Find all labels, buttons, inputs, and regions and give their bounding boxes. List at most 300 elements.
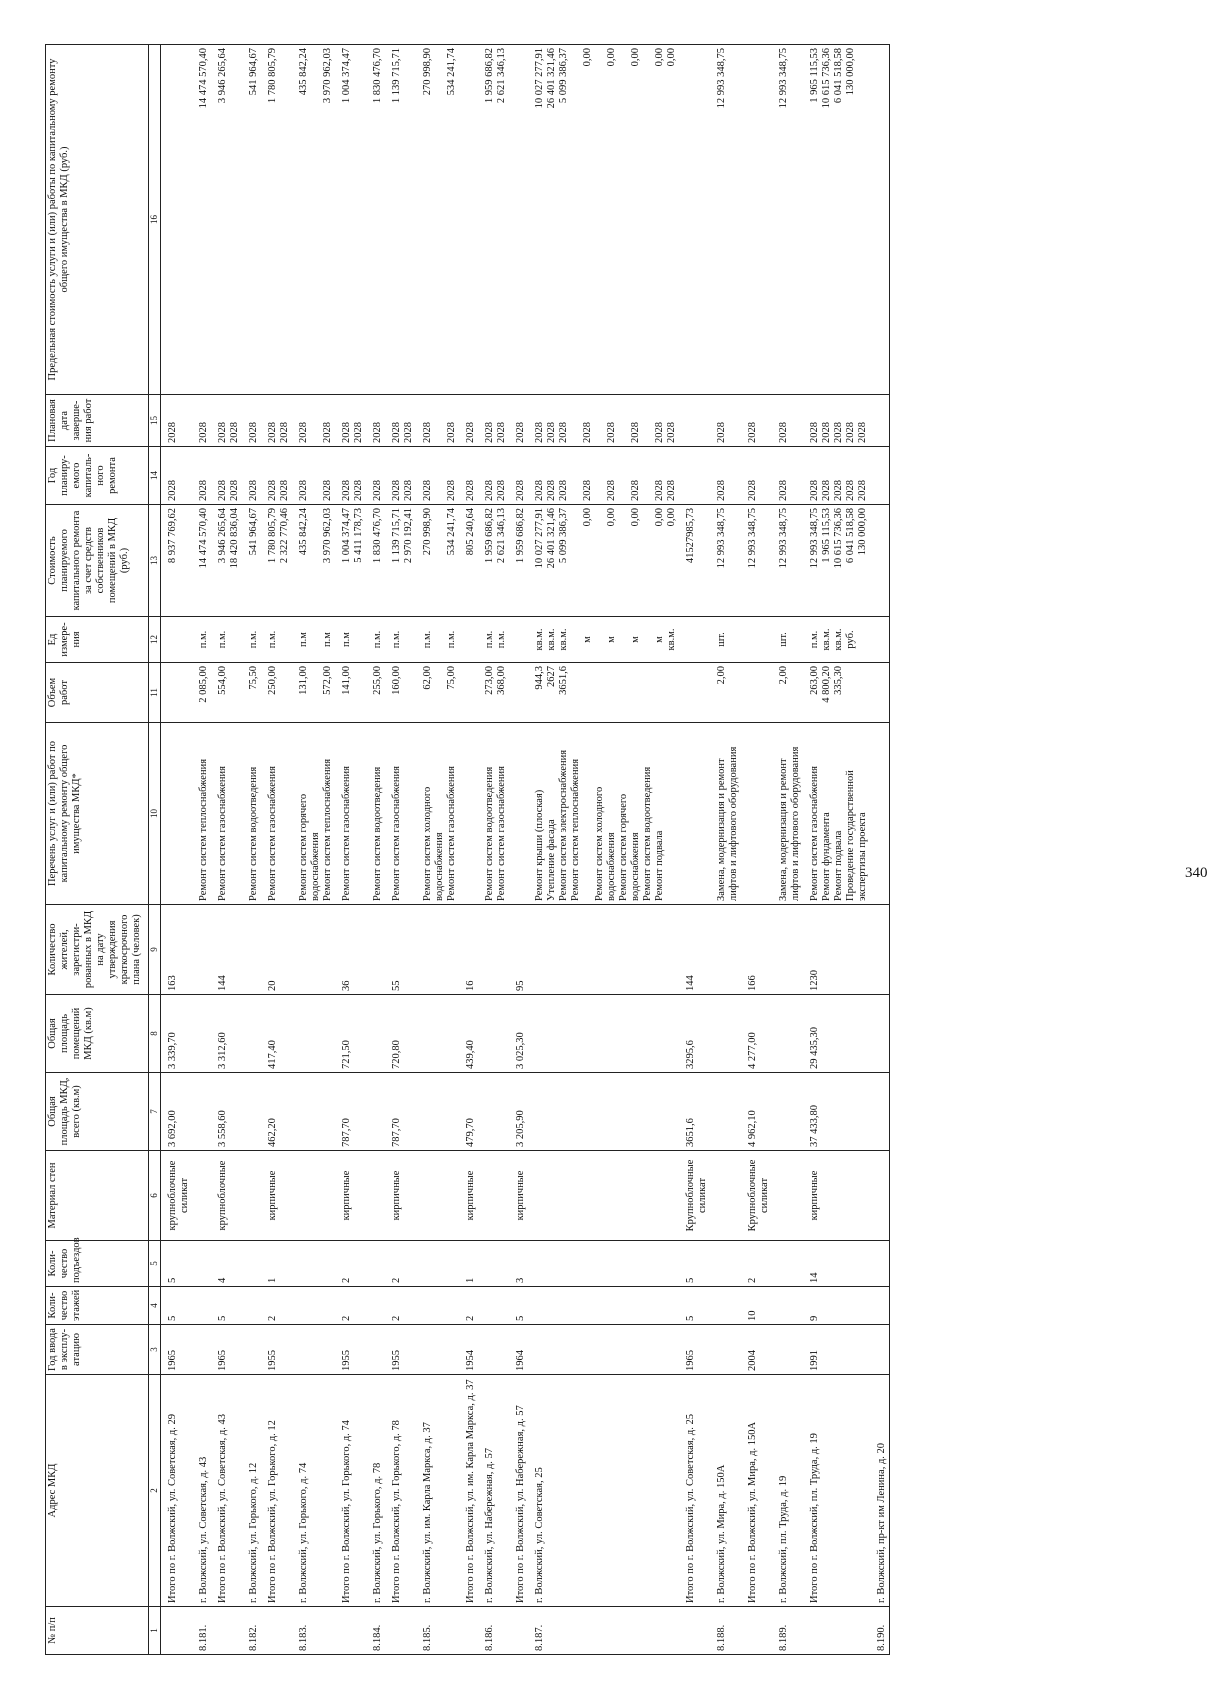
cell-volume: 263,00 4 800,20 335,30 (803, 663, 870, 723)
cell-entrances: 2 (385, 1241, 416, 1287)
cell-finish: 2028 2028 (478, 395, 509, 447)
column-header: Ед измере-ния (46, 617, 149, 663)
cell-unit: п.м. п.м. (478, 617, 509, 663)
cell-limit: 3 946 265,64 (211, 45, 242, 395)
cell-residents (242, 905, 261, 995)
cell-material (710, 1151, 741, 1241)
cell-year: 1955 (335, 1325, 366, 1375)
column-number: 8 (149, 995, 161, 1073)
cell-no (803, 1607, 870, 1655)
cell-material (242, 1151, 261, 1241)
cell-plan-year: 2028 2028 (385, 447, 416, 505)
subtotal-row (803, 45, 870, 1655)
cell-unit: п.м. (261, 617, 292, 663)
column-number-row (149, 45, 161, 1655)
cell-area-rooms: 417,40 (261, 995, 292, 1073)
cell-no: 8.186. (478, 1607, 509, 1655)
cell-residents (416, 905, 459, 995)
cell-plan-year: 2028 (741, 447, 772, 505)
cell-floors (292, 1287, 335, 1325)
cell-limit (870, 45, 890, 395)
cell-works: Ремонт крыши (плоская) Утепление фасада Ремонт систем электроснабжения Ремонт систем теплоснабжения Ремонт систем холодного водоснабжения Ремонт систем горячего водоснабжения Ремонт систем водоотведения Ремонт подвала (528, 723, 679, 905)
cell-works: Замена, модернизация и ремонт лифтов и лифтового оборудования (710, 723, 741, 905)
object-row (772, 45, 803, 1655)
object-row (292, 45, 335, 1655)
cell-residents (366, 905, 385, 995)
cell-volume: 131,00 572,00 (292, 663, 335, 723)
column-number: 16 (149, 45, 161, 395)
column-number: 12 (149, 617, 161, 663)
cell-works: Замена, модернизация и ремонт лифтов и лифтового оборудования (772, 723, 803, 905)
cell-residents: 144 (211, 905, 242, 995)
cell-address: Итого по г. Волжский, ул. Горького, д. 12 (261, 1375, 292, 1607)
cell-area-total: 787,70 (385, 1073, 416, 1151)
cell-no: 8.189. (772, 1607, 803, 1655)
cell-floors (528, 1287, 679, 1325)
column-header: Объем работ (46, 663, 149, 723)
page-number: 340 (1185, 865, 1208, 881)
column-header: Коли-чество этажей (46, 1287, 149, 1325)
cell-residents (772, 905, 803, 995)
cell-area-rooms: 3 025,30 (509, 995, 528, 1073)
cell-works (679, 723, 710, 905)
cell-floors (242, 1287, 261, 1325)
cell-finish: 2028 (772, 395, 803, 447)
cell-area-rooms: 3 312,60 (211, 995, 242, 1073)
column-number: 6 (149, 1151, 161, 1241)
cell-finish: 2028 (192, 395, 211, 447)
cell-area-rooms (416, 995, 459, 1073)
cell-area-rooms (292, 995, 335, 1073)
cell-unit: п.м. (211, 617, 242, 663)
cell-address: г. Волжский, ул. им. Карла Маркса, д. 37 (416, 1375, 459, 1607)
cell-limit: 14 474 570,40 (192, 45, 211, 395)
cell-floors: 5 (161, 1287, 193, 1325)
cell-limit: 1 959 686,82 2 621 346,13 (478, 45, 509, 395)
object-row (416, 45, 459, 1655)
cell-entrances: 2 (335, 1241, 366, 1287)
cell-finish: 2028 (710, 395, 741, 447)
cell-area-total (772, 1073, 803, 1151)
column-number: 11 (149, 663, 161, 723)
cell-no (509, 1607, 528, 1655)
cell-material: крупноблочные силикат (161, 1151, 193, 1241)
cell-area-rooms (242, 995, 261, 1073)
cell-limit: 1 004 374,47 (335, 45, 366, 395)
column-header: № п/п (46, 1607, 149, 1655)
cell-limit: 541 964,67 (242, 45, 261, 395)
cell-residents (192, 905, 211, 995)
cell-no: 8.181. (192, 1607, 211, 1655)
object-row (710, 45, 741, 1655)
cell-plan-year: 2028 2028 (478, 447, 509, 505)
cell-no (679, 1607, 710, 1655)
column-number: 5 (149, 1241, 161, 1287)
cell-material (416, 1151, 459, 1241)
cell-floors (366, 1287, 385, 1325)
cell-material (366, 1151, 385, 1241)
subtotal-row (459, 45, 478, 1655)
cell-residents: 36 (335, 905, 366, 995)
cell-unit (509, 617, 528, 663)
cell-plan-year: 2028 2028 (335, 447, 366, 505)
cell-floors (710, 1287, 741, 1325)
cell-works: Ремонт систем газоснабжения (261, 723, 292, 905)
cell-floors: 10 (741, 1287, 772, 1325)
cell-works: Ремонт систем газоснабжения Ремонт фундамента Ремонт подвала Проведение государственной экспертизы проекта (803, 723, 870, 905)
cell-no (385, 1607, 416, 1655)
cell-entrances: 1 (459, 1241, 478, 1287)
cell-material: кирпичные (459, 1151, 478, 1241)
cell-area-rooms (192, 995, 211, 1073)
cell-address: г. Волжский, пл. Труда, д. 19 (772, 1375, 803, 1607)
table-body (161, 45, 890, 1655)
cell-plan-year: 2028 2028 (292, 447, 335, 505)
cell-address: г. Волжский, ул. Горького, д. 74 (292, 1375, 335, 1607)
cell-address: г. Волжский, ул. Набережная, д. 57 (478, 1375, 509, 1607)
column-number: 10 (149, 723, 161, 905)
cell-entrances (366, 1241, 385, 1287)
cell-limit: 12 993 348,75 (772, 45, 803, 395)
cell-finish: 2028 2028 (416, 395, 459, 447)
cell-plan-year: 2028 (366, 447, 385, 505)
cell-year: 1965 (679, 1325, 710, 1375)
cell-floors (416, 1287, 459, 1325)
column-number: 13 (149, 505, 161, 617)
cell-plan-year: 2028 (772, 447, 803, 505)
cell-finish (679, 395, 710, 447)
cell-limit (161, 45, 193, 395)
column-number: 2 (149, 1375, 161, 1607)
cell-material (292, 1151, 335, 1241)
cell-area-total (870, 1073, 890, 1151)
cell-material: кирпичные (261, 1151, 292, 1241)
cell-volume: 141,00 (335, 663, 366, 723)
column-header: Предельная стоимость услуги и (или) работы по капитальному ремонту общего имущества в МКД (руб.) (46, 45, 149, 395)
cell-floors (192, 1287, 211, 1325)
cell-finish: 2028 (161, 395, 193, 447)
cell-unit (741, 617, 772, 663)
cell-address: Итого по г. Волжский, пл. Труда, д. 19 (803, 1375, 870, 1607)
cell-plan-year: 2028 2028 2028 2028 2028 (803, 447, 870, 505)
cell-works (161, 723, 193, 905)
cell-limit: 1 139 715,71 (385, 45, 416, 395)
cell-address: Итого по г. Волжский, ул. Советская, д. 29 (161, 1375, 193, 1607)
cell-finish (870, 395, 890, 447)
cell-floors: 5 (211, 1287, 242, 1325)
cell-works: Ремонт систем водоотведения Ремонт систем газоснабжения (478, 723, 509, 905)
cell-no (261, 1607, 292, 1655)
cell-unit: шт. (710, 617, 741, 663)
cell-material: кирпичные (803, 1151, 870, 1241)
cell-material: кирпичные (385, 1151, 416, 1241)
cell-entrances (478, 1241, 509, 1287)
cell-works (459, 723, 478, 905)
subtotal-row (741, 45, 772, 1655)
cell-cost: 12 993 348,75 (772, 505, 803, 617)
column-number: 9 (149, 905, 161, 995)
cell-area-total (292, 1073, 335, 1151)
column-header: Адрес МКД (46, 1375, 149, 1607)
cell-works (870, 723, 890, 905)
cell-material (478, 1151, 509, 1241)
cell-volume: 554,00 (211, 663, 242, 723)
cell-area-total: 462,20 (261, 1073, 292, 1151)
cell-works: Ремонт систем горячего водоснабжения Ремонт систем теплоснабжения (292, 723, 335, 905)
cell-area-total: 3 205,90 (509, 1073, 528, 1151)
cell-floors: 2 (261, 1287, 292, 1325)
cell-no: 8.185. (416, 1607, 459, 1655)
cell-entrances: 14 (803, 1241, 870, 1287)
cell-unit: кв.м. кв.м. кв.м. м м м м кв.м. (528, 617, 679, 663)
cell-address: г. Волжский, ул. Советская, д. 43 (192, 1375, 211, 1607)
cell-plan-year: 2028 2028 (211, 447, 242, 505)
cell-address: Итого по г. Волжский, ул. Мира, д. 150А (741, 1375, 772, 1607)
cell-area-rooms (870, 995, 890, 1073)
cell-finish: 2028 (509, 395, 528, 447)
cell-unit: п.м. (192, 617, 211, 663)
cell-no: 8.183. (292, 1607, 335, 1655)
column-header: Стоимость планируемого капитального ремонта за счет средств собственников помещений в МКД (руб.) (46, 505, 149, 617)
cell-limit: 1 830 476,70 (366, 45, 385, 395)
subtotal-row (385, 45, 416, 1655)
cell-limit: 270 998,90 534 241,74 (416, 45, 459, 395)
cell-entrances: 4 (211, 1241, 242, 1287)
cell-material: крупноблочные (211, 1151, 242, 1241)
cell-year (870, 1325, 890, 1375)
cell-entrances: 5 (161, 1241, 193, 1287)
cell-area-total (242, 1073, 261, 1151)
cell-volume: 2,00 (772, 663, 803, 723)
subtotal-row (211, 45, 242, 1655)
cell-cost: 10 027 277,91 26 401 321,46 5 099 386,37 0,00 0,00 0,00 0,00 0,00 (528, 505, 679, 617)
cell-address: Итого по г. Волжский, ул. Горького, д. 78 (385, 1375, 416, 1607)
cell-volume (161, 663, 193, 723)
cell-year: 1954 (459, 1325, 478, 1375)
cell-area-total (478, 1073, 509, 1151)
cell-area-total (366, 1073, 385, 1151)
cell-works: Ремонт систем водоотведения (366, 723, 385, 905)
cell-finish: 2028 2028 2028 2028 2028 2028 2028 2028 (528, 395, 679, 447)
cell-unit: п.м п.м (292, 617, 335, 663)
cell-unit: п.м (335, 617, 366, 663)
cell-limit (679, 45, 710, 395)
column-header: Плановая дата заверше-ния работ (46, 395, 149, 447)
cell-address: Итого по г. Волжский, ул. Горького, д. 74 (335, 1375, 366, 1607)
cell-volume: 160,00 (385, 663, 416, 723)
cell-volume (741, 663, 772, 723)
column-header: Количество жителей, зарегистри-рованных в МКД на дату утверждения краткосрочного плана (человек) (46, 905, 149, 995)
object-row (528, 45, 679, 1655)
cell-volume (679, 663, 710, 723)
cell-works (509, 723, 528, 905)
cell-volume: 2,00 (710, 663, 741, 723)
subtotal-row (335, 45, 366, 1655)
cell-year (478, 1325, 509, 1375)
subtotal-row (161, 45, 193, 1655)
cell-year: 1955 (261, 1325, 292, 1375)
cell-limit (509, 45, 528, 395)
cell-area-total (710, 1073, 741, 1151)
cell-area-rooms: 439,40 (459, 995, 478, 1073)
column-header: Общая площадь МКД, всего (кв.м) (46, 1073, 149, 1151)
cell-year: 1965 (161, 1325, 193, 1375)
cell-residents: 55 (385, 905, 416, 995)
column-header: Год планиру-емого капиталь-ного ремонта (46, 447, 149, 505)
cell-plan-year: 2028 (161, 447, 193, 505)
cell-finish: 2028 2028 (385, 395, 416, 447)
cell-cost: 8 937 769,62 (161, 505, 193, 617)
cell-area-total: 3651,6 (679, 1073, 710, 1151)
cell-plan-year (870, 447, 890, 505)
cell-material: Крупноблочные силикат (741, 1151, 772, 1241)
cell-area-rooms: 3 339,70 (161, 995, 193, 1073)
cell-unit: шт. (772, 617, 803, 663)
cell-limit (459, 45, 478, 395)
cell-unit (459, 617, 478, 663)
cell-residents: 163 (161, 905, 193, 995)
cell-unit (161, 617, 193, 663)
cell-no (161, 1607, 193, 1655)
cell-area-rooms: 721,50 (335, 995, 366, 1073)
cell-finish: 2028 2028 (292, 395, 335, 447)
cell-works: Ремонт систем холодного водоснабжения Ремонт систем газоснабжения (416, 723, 459, 905)
cell-area-total (528, 1073, 679, 1151)
cell-entrances (292, 1241, 335, 1287)
cell-works: Ремонт систем газоснабжения (385, 723, 416, 905)
cell-cost: 41527985,73 (679, 505, 710, 617)
cell-residents (478, 905, 509, 995)
cell-area-total (192, 1073, 211, 1151)
cell-entrances (242, 1241, 261, 1287)
column-number: 3 (149, 1325, 161, 1375)
cell-material: Крупноблочные силикат (679, 1151, 710, 1241)
cell-area-total: 4 962,10 (741, 1073, 772, 1151)
repair-plan-table (45, 44, 890, 1655)
cell-material: кирпичные (509, 1151, 528, 1241)
cell-volume: 273,00 368,00 (478, 663, 509, 723)
cell-cost: 1 780 805,79 2 322 770,46 (261, 505, 292, 617)
cell-plan-year: 2028 (192, 447, 211, 505)
cell-address: г. Волжский, ул. Горького, д. 12 (242, 1375, 261, 1607)
cell-floors: 2 (335, 1287, 366, 1325)
cell-address: Итого по г. Волжский, ул. Советская, д. 43 (211, 1375, 242, 1607)
cell-unit: п.м. (366, 617, 385, 663)
cell-floors (772, 1287, 803, 1325)
cell-unit: п.м. п.м. (416, 617, 459, 663)
cell-residents: 166 (741, 905, 772, 995)
cell-year (772, 1325, 803, 1375)
cell-cost: 270 998,90 534 241,74 (416, 505, 459, 617)
cell-volume (509, 663, 528, 723)
cell-works: Ремонт систем газоснабжения (211, 723, 242, 905)
column-header: Общая площадь помещений МКД (кв.м) (46, 995, 149, 1073)
cell-area-total (416, 1073, 459, 1151)
cell-floors: 5 (509, 1287, 528, 1325)
cell-finish: 2028 (366, 395, 385, 447)
cell-entrances (416, 1241, 459, 1287)
cell-entrances: 2 (741, 1241, 772, 1287)
cell-cost: 541 964,67 (242, 505, 261, 617)
cell-floors: 2 (385, 1287, 416, 1325)
object-row (478, 45, 509, 1655)
cell-year (366, 1325, 385, 1375)
cell-residents (870, 905, 890, 995)
cell-finish: 2028 2028 (335, 395, 366, 447)
cell-area-total: 3 558,60 (211, 1073, 242, 1151)
cell-year: 1955 (385, 1325, 416, 1375)
cell-floors: 5 (679, 1287, 710, 1325)
cell-unit: п.м. (385, 617, 416, 663)
cell-unit (870, 617, 890, 663)
column-header: Перечень услуг и (или) работ по капитальному ремонту общего имущества МКД* (46, 723, 149, 905)
object-row (870, 45, 890, 1655)
cell-area-rooms (528, 995, 679, 1073)
cell-material (192, 1151, 211, 1241)
cell-address: г. Волжский, ул. Советская, 25 (528, 1375, 679, 1607)
cell-address: г. Волжский, ул. Горького, д. 78 (366, 1375, 385, 1607)
cell-no: 8.190. (870, 1607, 890, 1655)
cell-cost: 1 959 686,82 2 621 346,13 (478, 505, 509, 617)
header-row (46, 45, 149, 1655)
cell-cost: 805 240,64 (459, 505, 478, 617)
object-row (366, 45, 385, 1655)
cell-entrances (870, 1241, 890, 1287)
cell-works: Ремонт систем водоотведения (242, 723, 261, 905)
cell-area-total: 479,70 (459, 1073, 478, 1151)
cell-no (741, 1607, 772, 1655)
cell-area-total: 787,70 (335, 1073, 366, 1151)
cell-address: Итого по г. Волжский, ул. Набережная, д. 57 (509, 1375, 528, 1607)
cell-limit: 1 780 805,79 (261, 45, 292, 395)
column-header: Материал стен (46, 1151, 149, 1241)
cell-residents: 16 (459, 905, 478, 995)
cell-entrances (192, 1241, 211, 1287)
column-number: 14 (149, 447, 161, 505)
cell-residents: 144 (679, 905, 710, 995)
cell-residents (710, 905, 741, 995)
cell-no: 8.188. (710, 1607, 741, 1655)
column-header: Год ввода в эксплу-атацию (46, 1325, 149, 1375)
column-number: 1 (149, 1607, 161, 1655)
cell-floors: 9 (803, 1287, 870, 1325)
cell-year (710, 1325, 741, 1375)
cell-entrances (710, 1241, 741, 1287)
cell-floors (870, 1287, 890, 1325)
cell-floors (478, 1287, 509, 1325)
cell-plan-year: 2028 2028 2028 2028 2028 2028 2028 2028 (528, 447, 679, 505)
cell-volume: 62,00 75,00 (416, 663, 459, 723)
cell-year: 1965 (211, 1325, 242, 1375)
cell-volume (870, 663, 890, 723)
cell-unit (679, 617, 710, 663)
cell-plan-year (679, 447, 710, 505)
cell-address: Итого по г. Волжский, ул. им. Карла Маркса, д. 37 (459, 1375, 478, 1607)
cell-material (870, 1151, 890, 1241)
cell-finish: 2028 (741, 395, 772, 447)
cell-cost: 435 842,24 3 970 962,03 (292, 505, 335, 617)
cell-finish: 2028 2028 (211, 395, 242, 447)
cell-year: 2004 (741, 1325, 772, 1375)
cell-year (192, 1325, 211, 1375)
cell-unit: п.м. (242, 617, 261, 663)
cell-plan-year: 2028 (710, 447, 741, 505)
cell-no: 8.184. (366, 1607, 385, 1655)
cell-cost (870, 505, 890, 617)
cell-cost: 12 993 348,75 1 965 115,53 10 615 736,36 6 041 518,58 130 000,00 (803, 505, 870, 617)
cell-volume (459, 663, 478, 723)
cell-residents: 20 (261, 905, 292, 995)
